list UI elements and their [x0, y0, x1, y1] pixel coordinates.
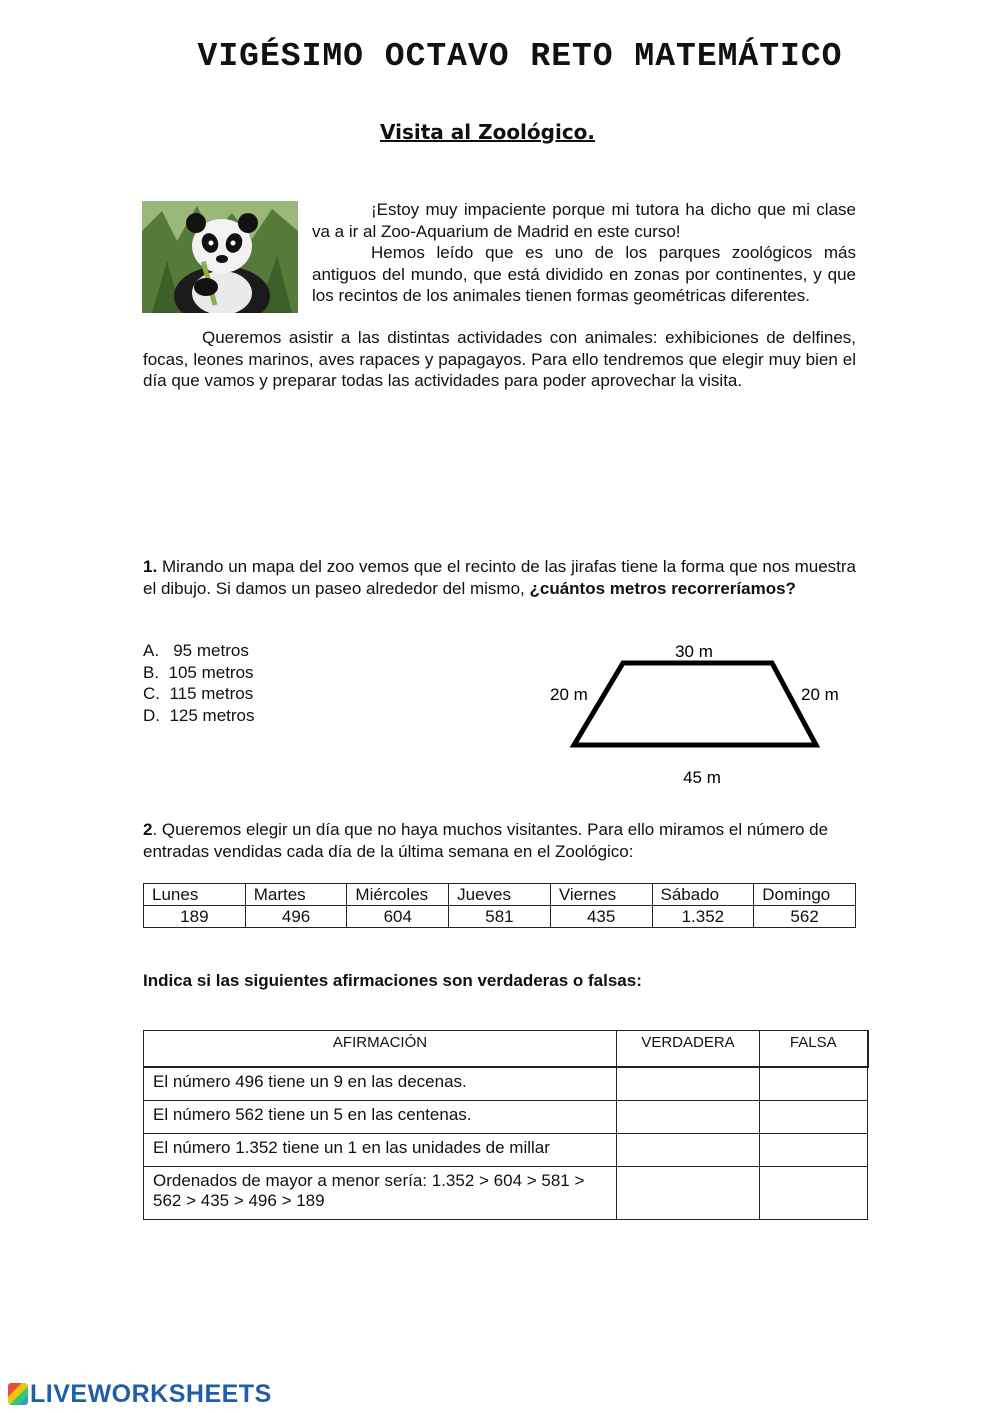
ticket-cell: 562: [754, 906, 856, 928]
ticket-cell: 581: [449, 906, 551, 928]
tickets-row: [144, 906, 856, 928]
false-answer-cell[interactable]: [760, 1101, 868, 1134]
true-answer-cell[interactable]: [617, 1167, 760, 1220]
option-b[interactable]: B. 105 metros: [143, 662, 254, 682]
intro-paragraph-1: ¡Estoy muy impaciente porque mi tutora ha dicho que mi clase va a ir al Zoo-Aquarium de Madrid en este curso!: [312, 200, 856, 241]
day-cell: Jueves: [449, 884, 551, 906]
affirmation-text: Ordenados de mayor a menor sería: 1.352 > 604 > 581 > 562 > 435 > 496 > 189: [144, 1167, 617, 1220]
question-2-number: 2: [143, 820, 153, 839]
label-left: 20 m: [550, 685, 588, 704]
false-answer-cell[interactable]: [760, 1134, 868, 1167]
affirmation-row: [144, 1134, 868, 1167]
label-bottom: 45 m: [683, 768, 721, 787]
day-cell: Lunes: [144, 884, 246, 906]
page-title: VIGÉSIMO OCTAVO RETO MATEMÁTICO: [197, 38, 843, 75]
false-answer-cell[interactable]: [760, 1167, 868, 1220]
trapezoid-figure: [540, 636, 870, 796]
header-affirmation: AFIRMACIÓN: [144, 1031, 617, 1068]
liveworksheets-logo[interactable]: [8, 1380, 272, 1409]
ticket-cell: 435: [550, 906, 652, 928]
ticket-cell: 189: [144, 906, 246, 928]
option-c[interactable]: C. 115 metros: [143, 684, 254, 703]
affirmation-text: El número 496 tiene un 9 en las decenas.: [144, 1067, 617, 1101]
false-answer-cell[interactable]: [760, 1067, 868, 1101]
day-cell: Miércoles: [347, 884, 449, 906]
affirmation-row: [144, 1167, 868, 1220]
ticket-cell: 496: [245, 906, 347, 928]
subtitle: Visita al Zoológico.: [380, 120, 596, 144]
affirmation-text: El número 562 tiene un 5 en las centenas.: [144, 1101, 617, 1134]
question-1-question: ¿cuántos metros recorreríamos?: [529, 578, 796, 598]
label-top: 30 m: [675, 642, 713, 661]
true-answer-cell[interactable]: [617, 1101, 760, 1134]
question-1-number: 1.: [143, 557, 158, 576]
true-answer-cell[interactable]: [617, 1134, 760, 1167]
question-1-options: [143, 640, 343, 726]
logo-text: LIVEWORKSHEETS: [30, 1380, 272, 1408]
panda-illustration: [142, 201, 298, 313]
option-d[interactable]: D. 125 metros: [143, 705, 255, 725]
logo-icon: [8, 1383, 28, 1405]
day-cell: Martes: [245, 884, 347, 906]
panda-image: [142, 201, 298, 313]
ticket-cell: 604: [347, 906, 449, 928]
affirmation-text: El número 1.352 tiene un 1 en las unidades de millar: [144, 1134, 617, 1167]
days-row: [144, 884, 856, 906]
instruction-text: Indica si las siguientes afirmaciones son verdaderas o falsas:: [143, 971, 642, 990]
header-false: FALSA: [760, 1031, 868, 1068]
question-1-text: [143, 556, 856, 599]
affirmations-header-row: [144, 1031, 868, 1068]
day-cell: Domingo: [754, 884, 856, 906]
affirmation-row: [144, 1101, 868, 1134]
intro-paragraph-3: Queremos asistir a las distintas actividades con animales: exhibiciones de delfines, focas, leones marinos, aves rapaces y papagayos. Para ello tendremos que elegir muy bien el día que vamos y preparar todas las actividades para poder aprovechar la visita.: [143, 328, 856, 390]
label-right: 20 m: [801, 685, 839, 704]
trapezoid-shape: [574, 663, 816, 745]
question-2-text: [143, 819, 856, 862]
question-2-body: . Queremos elegir un día que no haya muchos visitantes. Para ello miramos el número de entradas vendidas cada día de la última semana en el Zoológico:: [143, 820, 829, 861]
tickets-table: [143, 883, 856, 928]
day-cell: Sábado: [652, 884, 754, 906]
option-a[interactable]: A. 95 metros: [143, 641, 249, 660]
ticket-cell: 1.352: [652, 906, 754, 928]
affirmation-row: [144, 1067, 868, 1101]
affirmations-table: [143, 1030, 869, 1220]
day-cell: Viernes: [550, 884, 652, 906]
question-1-body: Mirando un mapa del zoo vemos que el recinto de las jirafas tiene la forma que nos muestra el dibujo. Si damos un paseo alrededor del mismo,: [143, 557, 856, 598]
header-true: VERDADERA: [617, 1031, 760, 1068]
intro-paragraph-2: Hemos leído que es uno de los parques zoológicos más antiguos del mundo, que está dividido en zonas por continentes, y que los recintos de los animales tienen formas geométricas diferentes.: [312, 243, 856, 305]
true-answer-cell[interactable]: [617, 1067, 760, 1101]
